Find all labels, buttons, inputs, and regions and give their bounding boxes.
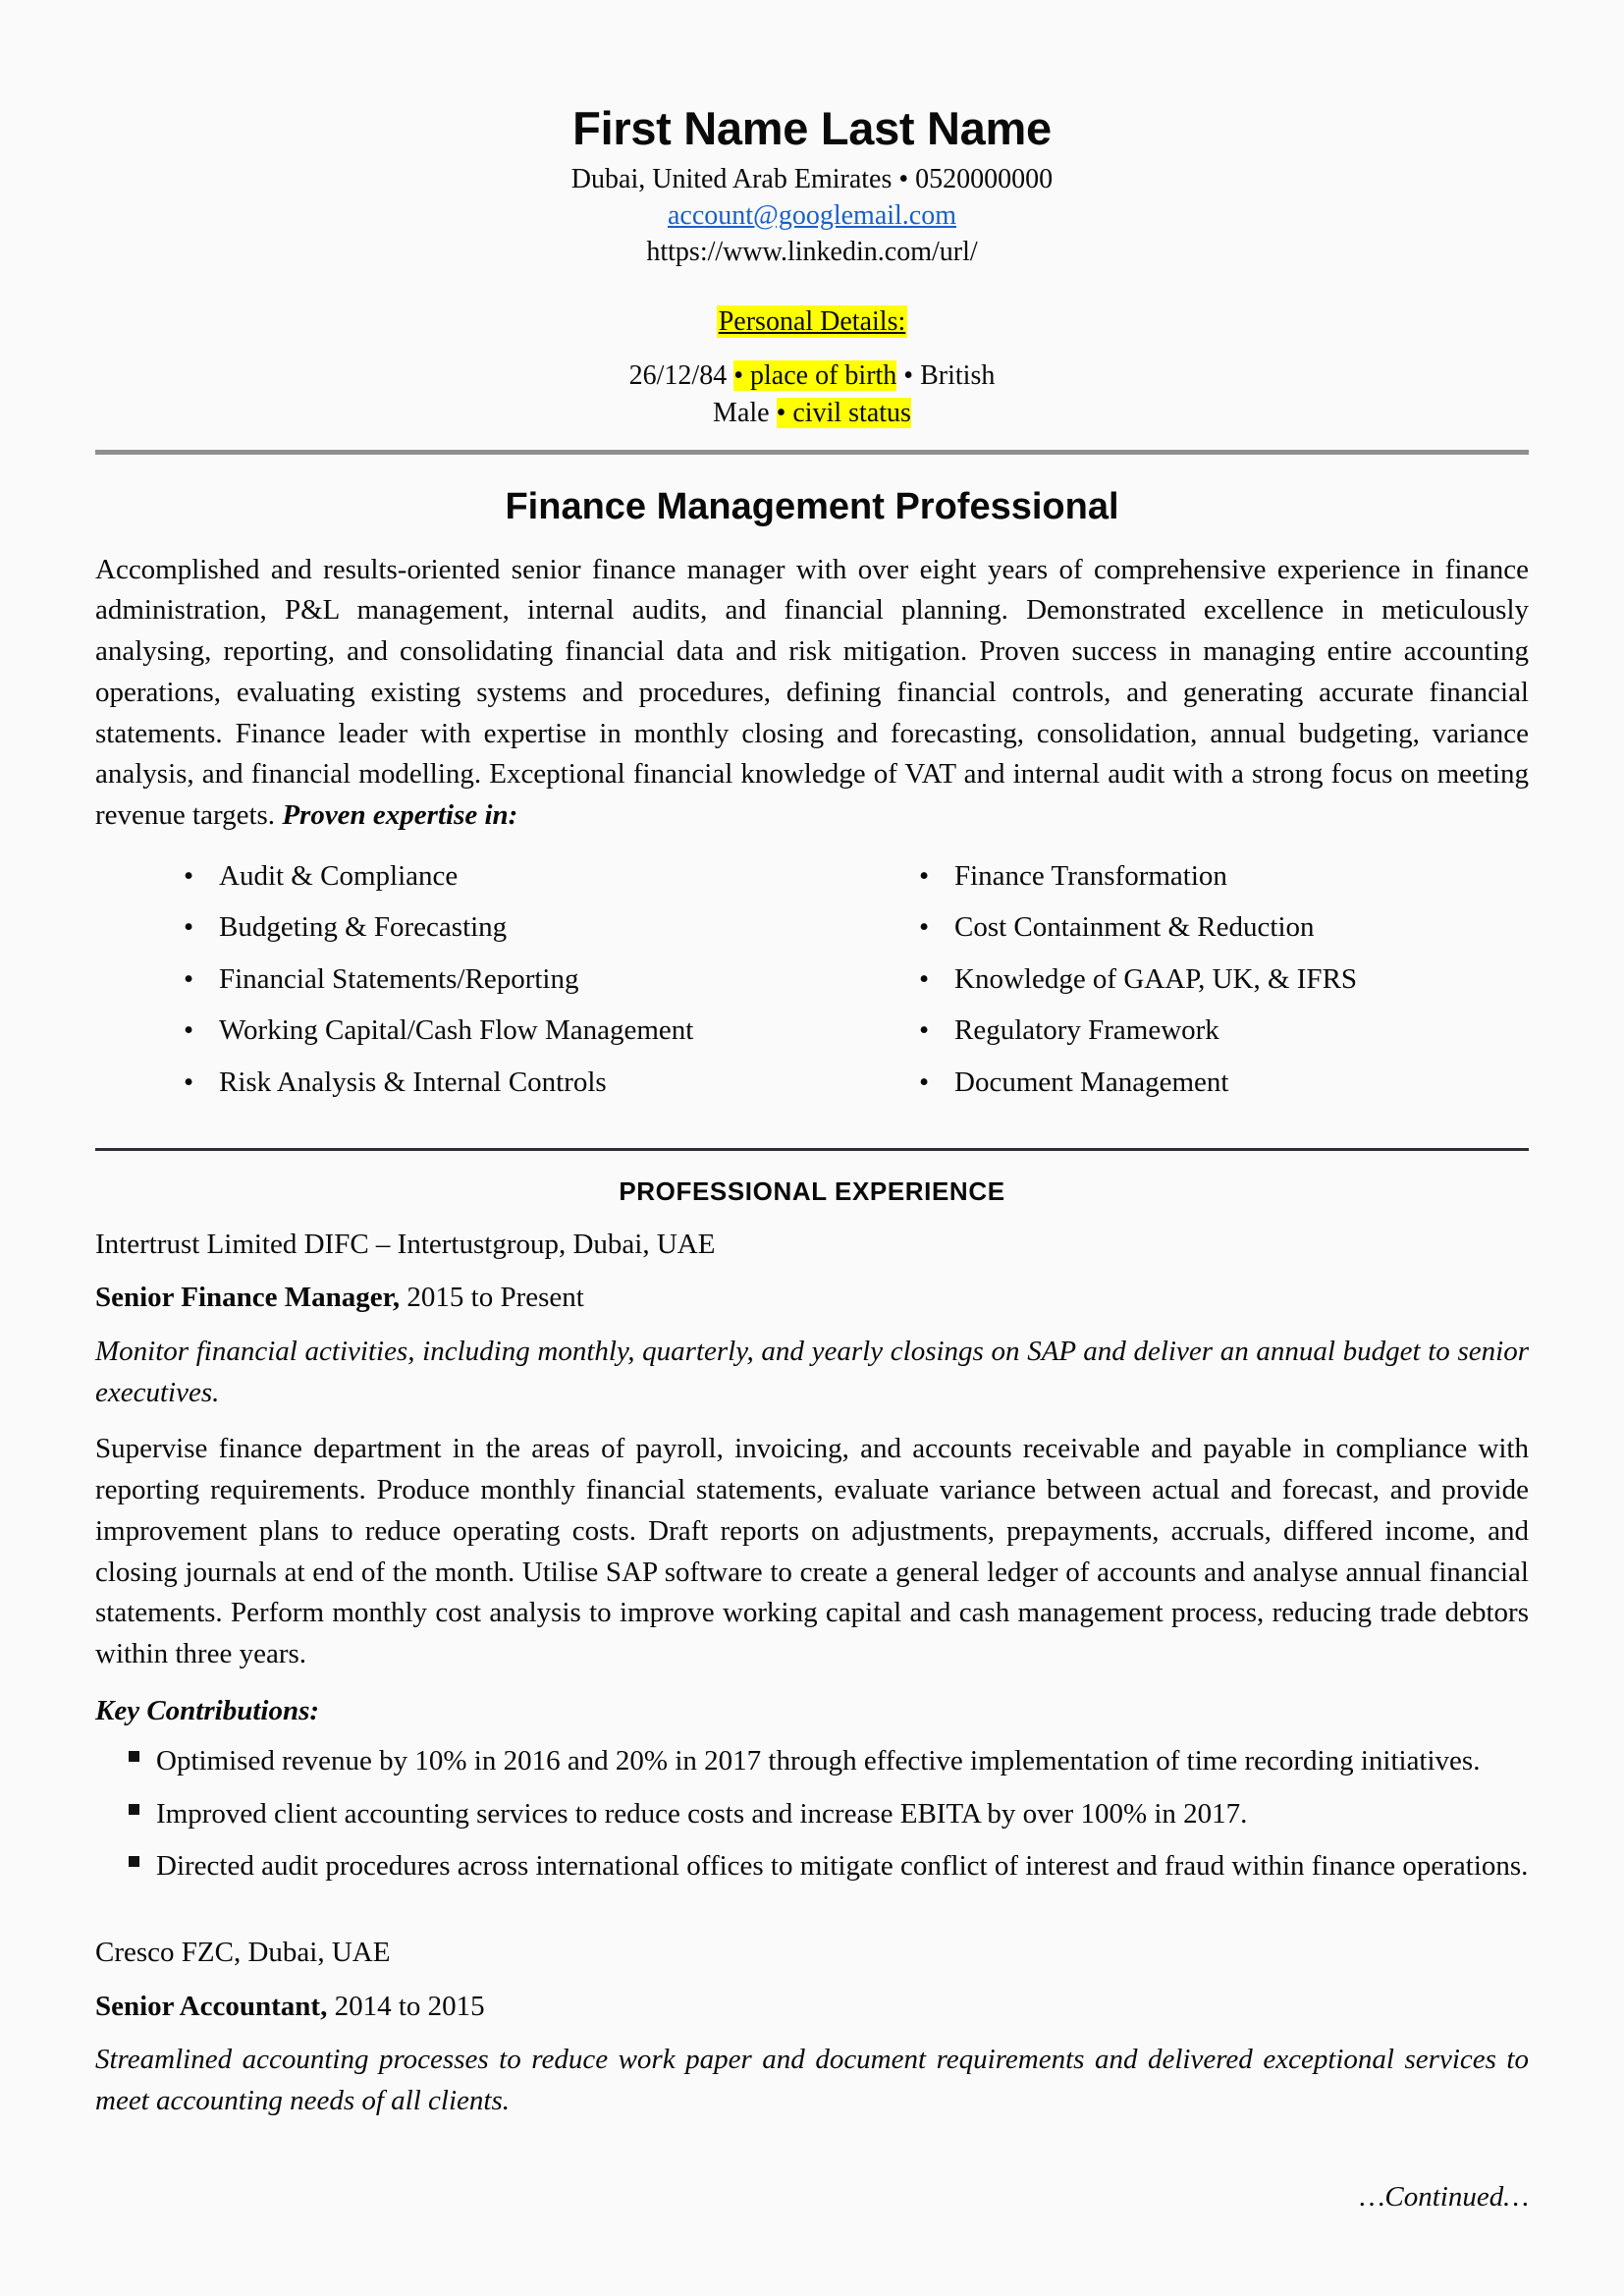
profile-summary bbox=[95, 550, 1529, 837]
square-bullet-icon bbox=[129, 1804, 139, 1815]
skills-column-right bbox=[847, 859, 1529, 1121]
date-of-birth: 26/12/84 bbox=[628, 359, 728, 391]
divider-top bbox=[95, 450, 1529, 455]
job-summary: Streamlined accounting processes to reduce work paper and document requirements and delivered exceptional services to meet accounting needs of all clients. bbox=[95, 2044, 1529, 2117]
skills-columns bbox=[95, 859, 1529, 1121]
skill-item bbox=[901, 1016, 1529, 1046]
skill-item bbox=[901, 859, 1529, 892]
bullet-icon: • bbox=[919, 1066, 930, 1099]
key-contributions-list bbox=[95, 1741, 1529, 1887]
skill-item bbox=[901, 1068, 1529, 1098]
skill-item bbox=[166, 859, 847, 892]
bullet-icon: • bbox=[919, 962, 930, 995]
divider-experience bbox=[95, 1148, 1529, 1151]
experience-section-heading: PROFESSIONAL EXPERIENCE bbox=[619, 1175, 1005, 1206]
personal-details-heading-text: Personal Details: bbox=[718, 305, 906, 337]
contact-email-line bbox=[95, 198, 1529, 235]
square-bullet-icon bbox=[129, 1751, 139, 1762]
job-summary: Monitor financial activities, including monthly, quarterly, and yearly closings on SAP and deliver an annual budget to senior executives. bbox=[95, 1335, 1529, 1408]
skill-label: Knowledge of GAAP, UK, & IFRS bbox=[954, 962, 1358, 995]
square-bullet-icon bbox=[129, 1856, 139, 1867]
profile-title: Finance Management Professional bbox=[505, 485, 1119, 527]
skill-item bbox=[166, 1016, 847, 1046]
email-link[interactable]: account@googlemail.com bbox=[667, 200, 957, 231]
skill-label: Audit & Compliance bbox=[219, 859, 459, 892]
job-dates: 2014 to 2015 bbox=[327, 1990, 485, 2022]
civil-status: • civil status bbox=[776, 397, 911, 428]
candidate-name: First Name Last Name bbox=[572, 102, 1052, 154]
job-company: Intertrust Limited DIFC – Intertustgroup, Dubai, UAE bbox=[95, 1228, 716, 1260]
job-title: Senior Accountant, bbox=[95, 1990, 328, 2022]
skill-label: Document Management bbox=[954, 1066, 1229, 1099]
list-item-text: Improved client accounting services to reduce costs and increase EBITA by over 100% in 2017. bbox=[156, 1797, 1248, 1830]
key-contributions-label: Key Contributions: bbox=[95, 1694, 320, 1726]
skill-item bbox=[166, 1068, 847, 1098]
skill-item bbox=[901, 962, 1529, 995]
nationality: • British bbox=[903, 359, 996, 391]
gender: Male bbox=[713, 397, 770, 428]
job-title: Senior Finance Manager, bbox=[95, 1282, 401, 1314]
list-item-text: Directed audit procedures across international offices to mitigate conflict of interest and fraud within finance operations. bbox=[156, 1850, 1529, 1883]
skill-label: Financial Statements/Reporting bbox=[219, 962, 579, 995]
bullet-icon: • bbox=[919, 1014, 930, 1047]
job-title-line bbox=[95, 1278, 1529, 1318]
job-company: Cresco FZC, Dubai, UAE bbox=[95, 1937, 391, 1969]
bullet-icon: • bbox=[919, 911, 930, 944]
list-item bbox=[95, 1846, 1529, 1887]
skill-label: Risk Analysis & Internal Controls bbox=[219, 1066, 607, 1099]
bullet-icon: • bbox=[919, 859, 930, 892]
place-of-birth: • place of birth bbox=[733, 359, 897, 391]
bullet-icon: • bbox=[184, 859, 194, 892]
list-item-text: Optimised revenue by 10% in 2016 and 20% in 2017 through effective implementation of time recording initiatives. bbox=[156, 1744, 1481, 1777]
bullet-icon: • bbox=[184, 962, 194, 995]
personal-details-row-1 bbox=[95, 357, 1529, 395]
skill-label: Finance Transformation bbox=[954, 859, 1227, 892]
proven-expertise-label: Proven expertise in: bbox=[282, 799, 518, 831]
profile-summary-text: Accomplished and results-oriented senior finance manager with over eight years of comprehensive experience in finance administration, P&L management, internal audits, and financial planning. Demonstrated excellence in meticulously analysing, reporting, and consolidating financial data and risk mitigation. Proven success in managing entire accounting operations, evaluating existing systems and procedures, defining financial controls, and generating accurate financial statements. Finance leader with expertise in monthly closing and forecasting, consolidation, annual budgeting, variance analysis, and financial modelling. Exceptional financial knowledge of VAT and internal audit with a strong focus on meeting revenue targets. bbox=[95, 553, 1529, 831]
skill-label: Working Capital/Cash Flow Management bbox=[219, 1014, 694, 1047]
bullet-icon: • bbox=[184, 1014, 194, 1047]
job-dates: 2015 to Present bbox=[400, 1282, 584, 1314]
bullet-icon: • bbox=[184, 1066, 194, 1099]
skills-column-left bbox=[166, 859, 847, 1121]
bullet-icon: • bbox=[184, 911, 194, 944]
personal-details-row-2 bbox=[95, 395, 1529, 432]
personal-details-heading bbox=[95, 306, 1529, 338]
job-title-line bbox=[95, 1987, 1529, 2027]
job-duties: Supervise finance department in the areas of payroll, invoicing, and accounts receivable and payable in compliance with reporting requirements. Produce monthly financial statements, evaluate variance between actual and forecast, and provide improvement plans to reduce operating costs. Draft reports on adjustments, prepayments, accruals, differed income, and closing journals at end of the month. Utilise SAP software to create a general ledger of accounts and analyse annual financial statements. Perform monthly cost analysis to improve working capital and cash management process, reducing trade debtors within three years. bbox=[95, 1433, 1529, 1670]
contact-linkedin-line[interactable]: https://www.linkedin.com/url/ bbox=[646, 236, 978, 267]
list-item bbox=[95, 1794, 1529, 1835]
skill-item bbox=[166, 962, 847, 995]
skill-item bbox=[166, 913, 847, 943]
contact-location-phone: Dubai, United Arab Emirates • 0520000000 bbox=[570, 164, 1054, 195]
continued-footer: …Continued… bbox=[1359, 2180, 1529, 2213]
list-item bbox=[95, 1741, 1529, 1782]
skill-label: Budgeting & Forecasting bbox=[219, 911, 508, 944]
skill-label: Cost Containment & Reduction bbox=[954, 911, 1315, 944]
skill-label: Regulatory Framework bbox=[954, 1014, 1219, 1047]
page-content bbox=[95, 0, 1529, 2214]
skill-item bbox=[901, 913, 1529, 943]
